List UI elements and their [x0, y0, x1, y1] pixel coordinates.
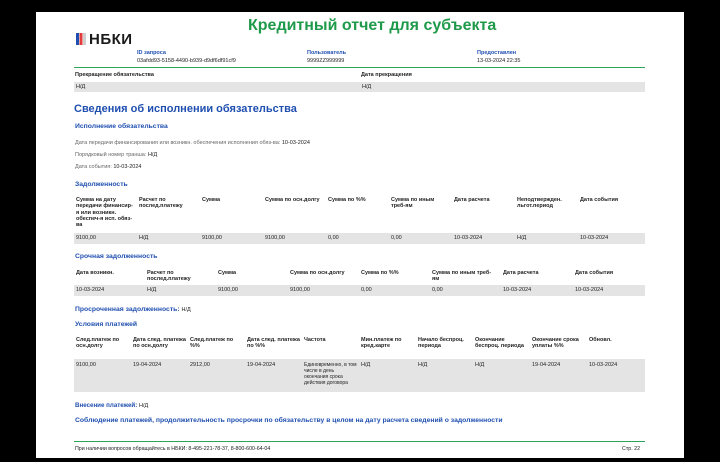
terms-cell: Единовременно, в том числе в день окончания срока действия договора: [304, 362, 357, 386]
urgent-row: [74, 285, 645, 296]
payments-line: Внесение платежей: Н/Д: [75, 402, 149, 409]
overdue-line: Просроченная задолженность: Н/Д: [75, 306, 191, 313]
terms-header: След.платеж по %%: [190, 337, 234, 350]
terms-cell: 19-04-2024: [133, 362, 162, 368]
user-label: Пользователь: [307, 50, 347, 56]
terms-header: Мин.платеж по кред.карте: [361, 337, 402, 350]
termination-label: Прекращение обязательства: [75, 72, 154, 78]
header-divider: [74, 67, 645, 68]
terms-cell: 9100,00: [76, 362, 96, 368]
termination-value: Н/Д: [76, 84, 86, 90]
provided-label: Предоставлен: [477, 50, 517, 56]
terms-cell: 2912,00: [190, 362, 210, 368]
urgent-cell: 9100,00: [290, 287, 310, 293]
section-title: Сведения об исполнении обязательства: [74, 103, 297, 115]
debt-cell: 10-03-2024: [580, 235, 609, 241]
urgent-debt-title: Срочная задолженность: [75, 253, 158, 260]
page-number: Стр. 22: [622, 446, 641, 452]
logo-text: НБКИ: [89, 31, 133, 48]
footer-divider: [74, 441, 645, 442]
urgent-cell: 0,00: [361, 287, 372, 293]
payment-terms-title: Условия платежей: [75, 321, 138, 328]
urgent-header: Дата расчета: [503, 270, 539, 276]
performance-title: Исполнение обязательства: [75, 123, 168, 130]
debt-row: [74, 233, 645, 244]
urgent-cell: 10-03-2024: [575, 287, 604, 293]
terms-header: Обновл.: [589, 337, 612, 343]
debt-cell: 0,00: [391, 235, 402, 241]
terms-cell: Н/Д: [361, 362, 371, 368]
footer-contact: При наличии вопросов обращайтесь в НБКИ: 8-495-221-78-37, 8-800-600-64-04: [75, 446, 271, 452]
debt-header: Расчет по послед.платежу: [139, 197, 183, 210]
urgent-cell: 10-03-2024: [503, 287, 532, 293]
terms-cell: Н/Д: [418, 362, 428, 368]
provided-value: 13-03-2024 22:35: [477, 58, 521, 64]
debt-header: Дата события: [580, 197, 619, 203]
debt-header: Сумма: [202, 197, 221, 203]
terms-header: След.платеж по осн.долгу: [76, 337, 120, 350]
request-id-label: ID запроса: [137, 50, 166, 56]
urgent-header: Дата события: [575, 270, 614, 276]
termination-row: [74, 82, 645, 92]
request-id-value: 03afdd93-5158-4490-b939-d9df6df91cf9: [137, 58, 236, 64]
transfer-date-line: Дата передачи финансирования или возникн. обеспечения исполнения обяз-ва: 10-03-2024: [75, 140, 310, 146]
urgent-header: Сумма по иным треб-ям: [432, 270, 492, 283]
tranche-line: Порядковый номер транша: Н/Д: [75, 152, 158, 158]
urgent-header: Расчет по послед.платежу: [147, 270, 191, 283]
debt-title: Задолженность: [75, 181, 128, 188]
debt-cell: Н/Д: [139, 235, 149, 241]
urgent-cell: Н/Д: [147, 287, 157, 293]
debt-header: Сумма на дату передачи финансир-я или возникн. обеспеч-я исп. обяз-ва: [76, 197, 133, 229]
debt-cell: 9100,00: [265, 235, 285, 241]
urgent-cell: 0,00: [432, 287, 443, 293]
terms-header: Начало беспроц. периода: [418, 337, 464, 350]
user-value: 9999ZZ999999: [307, 58, 345, 64]
termination-date-label: Дата прекращения: [361, 72, 412, 78]
terms-cell: 10-03-2024: [589, 362, 618, 368]
debt-cell: 9100,00: [76, 235, 96, 241]
compliance-title: Соблюдение платежей, продолжительность просрочки по обязательству в целом на дату расчета сведений о задолженности: [75, 417, 503, 424]
terms-cell: Н/Д: [475, 362, 485, 368]
termination-date-value: Н/Д: [362, 84, 372, 90]
urgent-header: Сумма по %%: [361, 270, 399, 276]
debt-header: Дата расчета: [454, 197, 490, 203]
terms-cell: 19-04-2024: [247, 362, 276, 368]
debt-cell: 9100,00: [202, 235, 222, 241]
debt-header: Неподтвержден. льгот.период: [517, 197, 562, 210]
debt-cell: Н/Д: [517, 235, 527, 241]
terms-header: Окончание срока уплаты %%: [532, 337, 579, 350]
event-date-line: Дата события: 10-03-2024: [75, 164, 142, 170]
debt-header: Сумма по %%: [328, 197, 366, 203]
debt-header: Сумма по осн.долгу: [265, 197, 320, 203]
urgent-cell: 10-03-2024: [76, 287, 105, 293]
urgent-cell: 9100,00: [218, 287, 238, 293]
terms-header: Дата след. платежа по %%: [247, 337, 300, 350]
debt-header: Сумма по иным треб-ям: [391, 197, 435, 210]
nbki-logo-icon: [76, 33, 86, 45]
terms-header: Частота: [304, 337, 326, 343]
urgent-header: Сумма по осн.долгу: [290, 270, 345, 276]
debt-cell: 0,00: [328, 235, 339, 241]
terms-cell: 19-04-2024: [532, 362, 561, 368]
urgent-header: Сумма: [218, 270, 237, 276]
terms-header: Окончание беспроц. периода: [475, 337, 524, 350]
terms-header: Дата след. платежа по осн.долгу: [133, 337, 186, 350]
debt-cell: 10-03-2024: [454, 235, 483, 241]
page-title: Кредитный отчет для субъекта: [248, 17, 497, 34]
urgent-header: Дата возникн.: [76, 270, 114, 276]
